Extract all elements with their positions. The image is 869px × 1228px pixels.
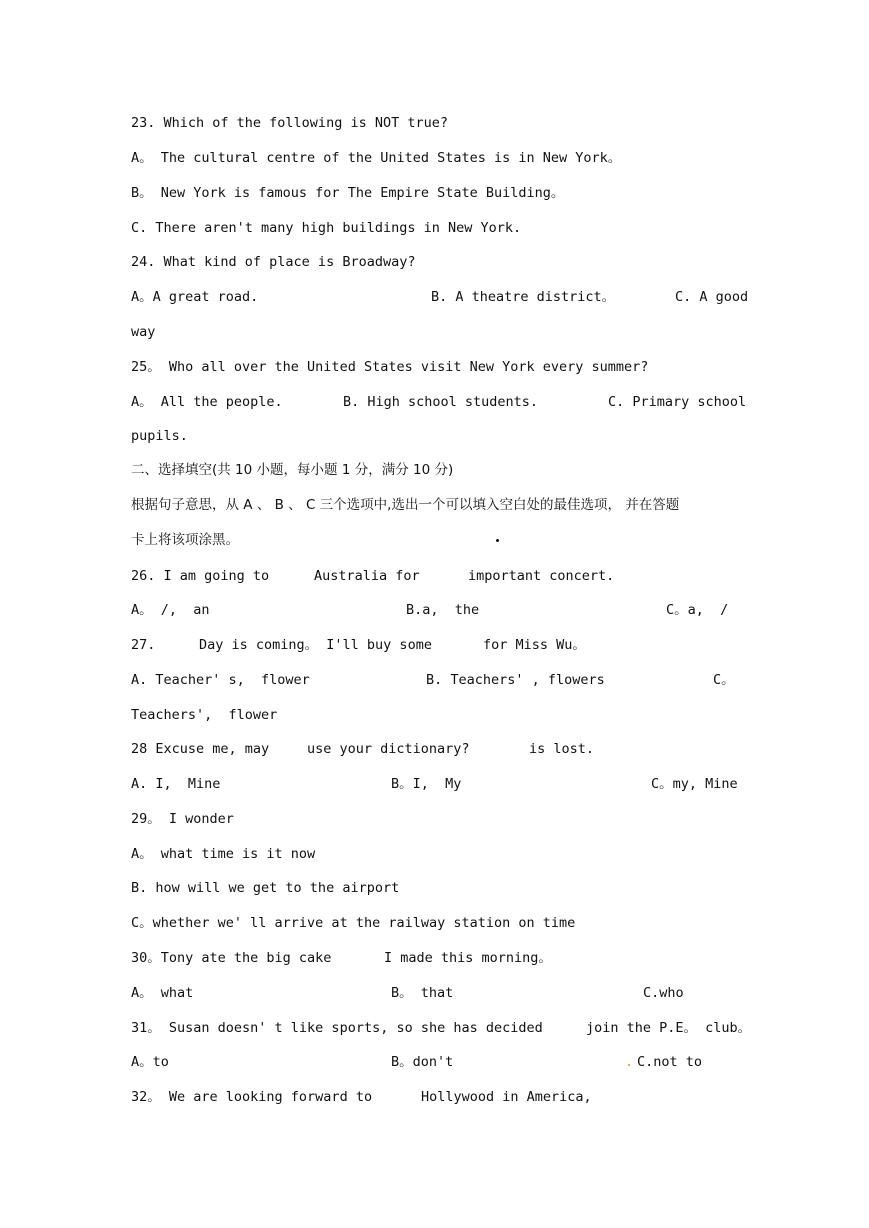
- q28-option-a: A. I, Mine: [131, 776, 221, 792]
- q31-stem-part-1: 31。 Susan doesn' t like sports, so she has decided: [131, 1020, 543, 1036]
- q29-stem-text: 29。 I wonder: [131, 811, 234, 827]
- q24-option-c: C. A good: [675, 289, 749, 305]
- q30-option-c: C.who: [643, 985, 684, 1001]
- q27-option-b: B. Teachers' , flowers: [426, 672, 605, 688]
- q27-option-a: A. Teacher' s, flower: [131, 672, 310, 688]
- q28-option-c: C。my, Mine: [651, 776, 738, 792]
- q28-stem-part-3: is lost.: [529, 741, 595, 757]
- q31-stem-part-2: join the P.E。 club。: [586, 1020, 752, 1036]
- stray-dot-mark: [496, 539, 499, 542]
- q25-option-b: B. High school students.: [343, 394, 539, 410]
- q27-option-c-cont-text: Teachers', flower: [131, 707, 278, 723]
- q31-option-a: A。to: [131, 1054, 169, 1070]
- q24-options: [131, 288, 749, 360]
- q30-stem-part-1: 30。Tony ate the big cake: [131, 950, 332, 966]
- q28-stem-part-1: 28 Excuse me, may: [131, 741, 270, 757]
- q26-option-c: C。a, /: [666, 602, 729, 618]
- q23-stem-text: 23. Which of the following is NOT true?: [131, 115, 448, 131]
- q29-option-b-text: B. how will we get to the airport: [131, 880, 400, 896]
- q24-option-a: A。A great road.: [131, 289, 259, 305]
- q32-stem: [131, 1088, 737, 1142]
- q26-stem-part-1: 26. I am going to: [131, 568, 270, 584]
- q29-option-a-text: A。 what time is it now: [131, 846, 316, 862]
- q27-stem-part-3: for Miss Wu。: [483, 637, 586, 653]
- q30-stem-part-2: I made this morning。: [384, 950, 552, 966]
- q23-option-a-text: A。 The cultural centre of the United States is in New York。: [131, 150, 622, 166]
- q31-option-c: C.not to: [637, 1054, 703, 1070]
- q27-option-c: C。: [713, 672, 735, 688]
- q31-option-b: B。don't: [391, 1054, 454, 1070]
- q23-option-b-text: B。 New York is famous for The Empire State Building。: [131, 185, 565, 201]
- q25-stem-text: 25。 Who all over the United States visit New York every summer?: [131, 359, 649, 375]
- q32-stem-part-1: 32。 We are looking forward to: [131, 1089, 373, 1105]
- q28-option-b: B。I, My: [391, 776, 462, 792]
- q24-stem-text: 24. What kind of place is Broadway?: [131, 254, 416, 270]
- q26-stem-part-2: Australia for: [314, 568, 420, 584]
- q25-option-a: A。 All the people.: [131, 394, 283, 410]
- q32-stem-part-2: Hollywood in America,: [421, 1089, 592, 1105]
- q26-stem-part-3: important concert.: [468, 568, 615, 584]
- q24-option-c-cont-text: way: [131, 324, 156, 340]
- q25-option-c-cont-text: pupils.: [131, 428, 188, 444]
- q25-option-c: C. Primary school: [608, 394, 747, 410]
- q30-option-a: A。 what: [131, 985, 194, 1001]
- q25-options: [131, 393, 747, 465]
- q27-stem-part-1: 27.: [131, 637, 156, 653]
- section2-instruction-2-text: 卡上将该项涂黑。: [131, 532, 239, 548]
- q30-option-b: B。 that: [391, 985, 454, 1001]
- section2-instruction-1-text: 根据句子意思，从 A 、 B 、 C 三个选项中,选出一个可以填入空白处的最佳选项， 并在答题: [131, 497, 680, 513]
- q28-stem-part-2: use your dictionary?: [307, 741, 470, 757]
- q26-option-a: A。 /, an: [131, 602, 210, 618]
- q23-option-c-text: C. There aren't many high buildings in New York.: [131, 220, 522, 236]
- q26-option-b: B.a, the: [406, 602, 480, 618]
- q27-stem-part-2: Day is coming。 I'll buy some: [199, 637, 432, 653]
- section2-heading-text: 二、选择填空(共 10 小题，每小题 1 分，满分 10 分): [131, 462, 454, 478]
- q24-option-b: B. A theatre district。: [431, 289, 616, 305]
- q29-option-c-text: C。whether we' ll arrive at the railway station on time: [131, 915, 576, 931]
- q31-option-c-mark: .: [625, 1054, 634, 1070]
